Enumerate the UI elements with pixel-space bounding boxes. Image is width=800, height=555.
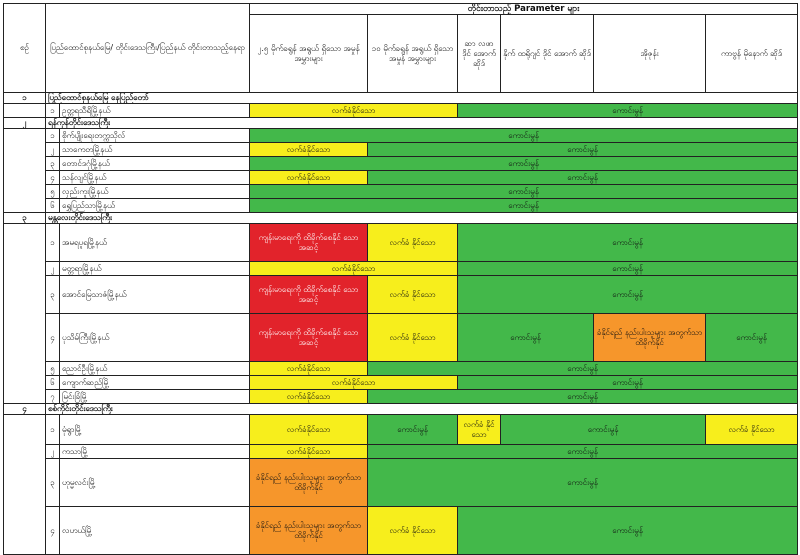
row-no: ၄ — [46, 171, 60, 185]
status-good: ကောင်းမွန် — [250, 199, 798, 213]
row-name: သာကေတမြို့နယ် — [60, 143, 250, 157]
row-name: အမရပူရမြို့နယ် — [60, 224, 250, 262]
status-moderate: လက်ခံနိုင်သော — [250, 104, 458, 118]
row-name: မတ္တရာမြို့နယ် — [60, 262, 250, 276]
table-row — [4, 390, 798, 404]
status-good: ကောင်းမွန် — [706, 314, 798, 362]
row-no: ၆ — [46, 199, 60, 213]
section-row — [4, 93, 798, 104]
table-row — [4, 445, 798, 459]
status-good: ကောင်းမွန် — [368, 415, 458, 445]
status-unhealthy-sensitive: ကျန်းမာရေးကို ထိခိုက်စေနိုင် သောအဆင့် — [250, 224, 368, 262]
section-row — [4, 118, 798, 129]
status-moderate: လက်ခံ နိုင်သော — [368, 224, 458, 262]
header-no: စဉ် — [4, 4, 46, 93]
row-no: ၃ — [46, 157, 60, 171]
status-moderate: လက်ခံနိုင်သော — [250, 390, 368, 404]
section-row — [4, 213, 798, 224]
row-no: ၆ — [46, 376, 60, 390]
table-row — [4, 224, 798, 262]
status-good: ကောင်းမွန် — [368, 143, 798, 157]
status-good: ကောင်းမွန် — [250, 129, 798, 143]
status-moderate: လက်ခံနိုင်သော — [250, 143, 368, 157]
table-row — [4, 459, 798, 507]
section-name: ပြည်ထောင်စုနယ်မြေ နေပြည်တော် — [46, 93, 798, 104]
row-no: ၄ — [46, 314, 60, 362]
table-row — [4, 199, 798, 213]
status-good: ကောင်းမွန် — [368, 445, 798, 459]
header-region: ပြည်ထောင်စုနယ်မြေ/ တိုင်းဒေသကြီး/ပြည်နယ် တိုင်းတာသည့်နေရာ — [46, 4, 250, 93]
status-good: ကောင်းမွန် — [458, 276, 798, 314]
table-row — [4, 276, 798, 314]
row-name: ကသာမြို့ — [60, 445, 250, 459]
status-good: ကောင်းမွန် — [250, 157, 798, 171]
table-row — [4, 143, 798, 157]
status-unhealthy-sensitive: ကျန်းမာရေးကို ထိခိုက်စေနိုင် သောအဆင့် — [250, 276, 368, 314]
status-moderate: လက်ခံနိုင်သော — [250, 415, 368, 445]
status-moderate: လက်ခံနိုင်သော — [250, 445, 368, 459]
status-good: ကောင်းမွန် — [368, 171, 798, 185]
status-good: ကောင်းမွန် — [368, 390, 798, 404]
status-good: ကောင်းမွန် — [458, 314, 594, 362]
row-no: ၃ — [46, 459, 60, 507]
table-row — [4, 171, 798, 185]
status-good: ကောင်းမွန် — [501, 415, 706, 445]
row-name: မြင်းခြံမြို့ — [60, 390, 250, 404]
status-moderate: လက်ခံ နိုင်သော — [368, 276, 458, 314]
header-pm25: ၂.၅ မိုက်ခရွန် အရွယ် ရှိသော အမှုန် အမွှားများ — [250, 15, 368, 93]
header-co: ကာဗွန် မိုနောက် ဆိုဒ် — [706, 15, 798, 93]
section-row — [4, 404, 798, 415]
row-name: တောင်ဒဂုံမြို့နယ် — [60, 157, 250, 171]
row-name: မုံရွာမြို့ — [60, 415, 250, 445]
row-no: ၄ — [46, 507, 60, 555]
row-name: သန်လျင်မြို့နယ် — [60, 171, 250, 185]
section-name: စစ်ကိုင်းတိုင်းဒေသကြီး — [46, 404, 798, 415]
status-good: ကောင်းမွန် — [250, 185, 798, 199]
row-no: ၂ — [46, 262, 60, 276]
status-good: ကောင်းမွန် — [458, 376, 798, 390]
status-unhealthy-some: ခံနိုင်ရည် နည်းပါးသူများ အတွက်သာ ထိခိုက်နိုင် — [250, 459, 368, 507]
row-no: ၁ — [46, 415, 60, 445]
row-no: ၁ — [46, 129, 60, 143]
row-no: ၂ — [46, 445, 60, 459]
header-parameters: တိုင်းတာသည့် Parameter များ — [250, 4, 798, 15]
row-name: ညောင်ဦးမြို့နယ် — [60, 362, 250, 376]
table-row — [4, 262, 798, 276]
table-row — [4, 376, 798, 390]
table-row — [4, 362, 798, 376]
status-moderate: လက်ခံ နိုင်သော — [458, 415, 501, 445]
status-moderate: လက်ခံနိုင်သော — [250, 362, 368, 376]
section-no: ၁ — [4, 93, 46, 104]
row-no: ၁ — [46, 224, 60, 262]
section-no: ၂ — [4, 118, 46, 129]
row-name: ရွှေပြည်သာမြို့နယ် — [60, 199, 250, 213]
row-no: ၅ — [46, 185, 60, 199]
status-moderate: လက်ခံနိုင်သော — [250, 262, 458, 276]
table-row — [4, 507, 798, 555]
row-name: ကျောက်ဆည်မြို့ — [60, 376, 250, 390]
status-unhealthy-some: ခံနိုင်ရည် နည်းပါးသူများ အတွက်သာ ထိခိုက်နိုင် — [594, 314, 706, 362]
status-good: ကောင်းမွန် — [458, 507, 798, 555]
row-name: အောင်မြေသာဇံမြို့နယ် — [60, 276, 250, 314]
section-no: ၄ — [4, 404, 46, 415]
status-moderate: လက်ခံနိုင်သော — [250, 171, 368, 185]
status-moderate: လက်ခံနိုင်သော — [250, 376, 458, 390]
header-no2: နိုက် ထရိုဂျင် ဒိုင် အောက် ဆိုဒ် — [501, 15, 594, 93]
status-good: ကောင်းမွန် — [368, 362, 798, 376]
row-name: ဟုမ္မလင်းမြို့ — [60, 459, 250, 507]
row-no: ၂ — [46, 143, 60, 157]
section-name: မန္တလေးတိုင်းဒေသကြီး — [46, 213, 798, 224]
row-name: စိုက်ပျိုးရေးတက္ကသိုလ် — [60, 129, 250, 143]
status-moderate: လက်ခံ နိုင်သော — [368, 314, 458, 362]
row-name: လဟယ်မြို့ — [60, 507, 250, 555]
status-unhealthy-sensitive: ကျန်းမာရေးကို ထိခိုက်စေနိုင် သောအဆင့် — [250, 314, 368, 362]
section-name: ရန်ကုန်တိုင်းဒေသကြီး — [46, 118, 798, 129]
row-name: ပုသိမ်ကြီးမြို့နယ် — [60, 314, 250, 362]
status-good: ကောင်းမွန် — [368, 459, 798, 507]
section-no: ၃ — [4, 213, 46, 224]
header-so2: ဆာ လဖာ ဒိုင် အောက် ဆိုဒ် — [458, 15, 501, 93]
header-row — [4, 4, 798, 15]
status-unhealthy-some: ခံနိုင်ရည် နည်းပါးသူများ အတွက်သာ ထိခိုက်နိုင် — [250, 507, 368, 555]
header-o3: အိုဇုန်း — [594, 15, 706, 93]
row-no: ၇ — [46, 390, 60, 404]
row-no: ၅ — [46, 362, 60, 376]
air-quality-table — [3, 3, 798, 555]
status-good: ကောင်းမွန် — [458, 224, 798, 262]
table-row — [4, 104, 798, 118]
status-moderate: လက်ခံ နိုင်သော — [368, 507, 458, 555]
row-name: ဥတ္တရသီရိမြို့နယ် — [60, 104, 250, 118]
row-no: ၃ — [46, 276, 60, 314]
table-row — [4, 185, 798, 199]
header-pm10: ၁၀ မိုက်ခရွန် အရွယ် ရှိသော အမှုန် အမွှားများ — [368, 15, 458, 93]
table-row — [4, 415, 798, 445]
table-row — [4, 314, 798, 362]
table-row — [4, 129, 798, 143]
table-row — [4, 157, 798, 171]
status-good: ကောင်းမွန် — [458, 104, 798, 118]
row-name: လှည်းကူးမြို့နယ် — [60, 185, 250, 199]
row-no: ၁ — [46, 104, 60, 118]
status-moderate: လက်ခံ နိုင်သော — [706, 415, 798, 445]
status-good: ကောင်းမွန် — [458, 262, 798, 276]
